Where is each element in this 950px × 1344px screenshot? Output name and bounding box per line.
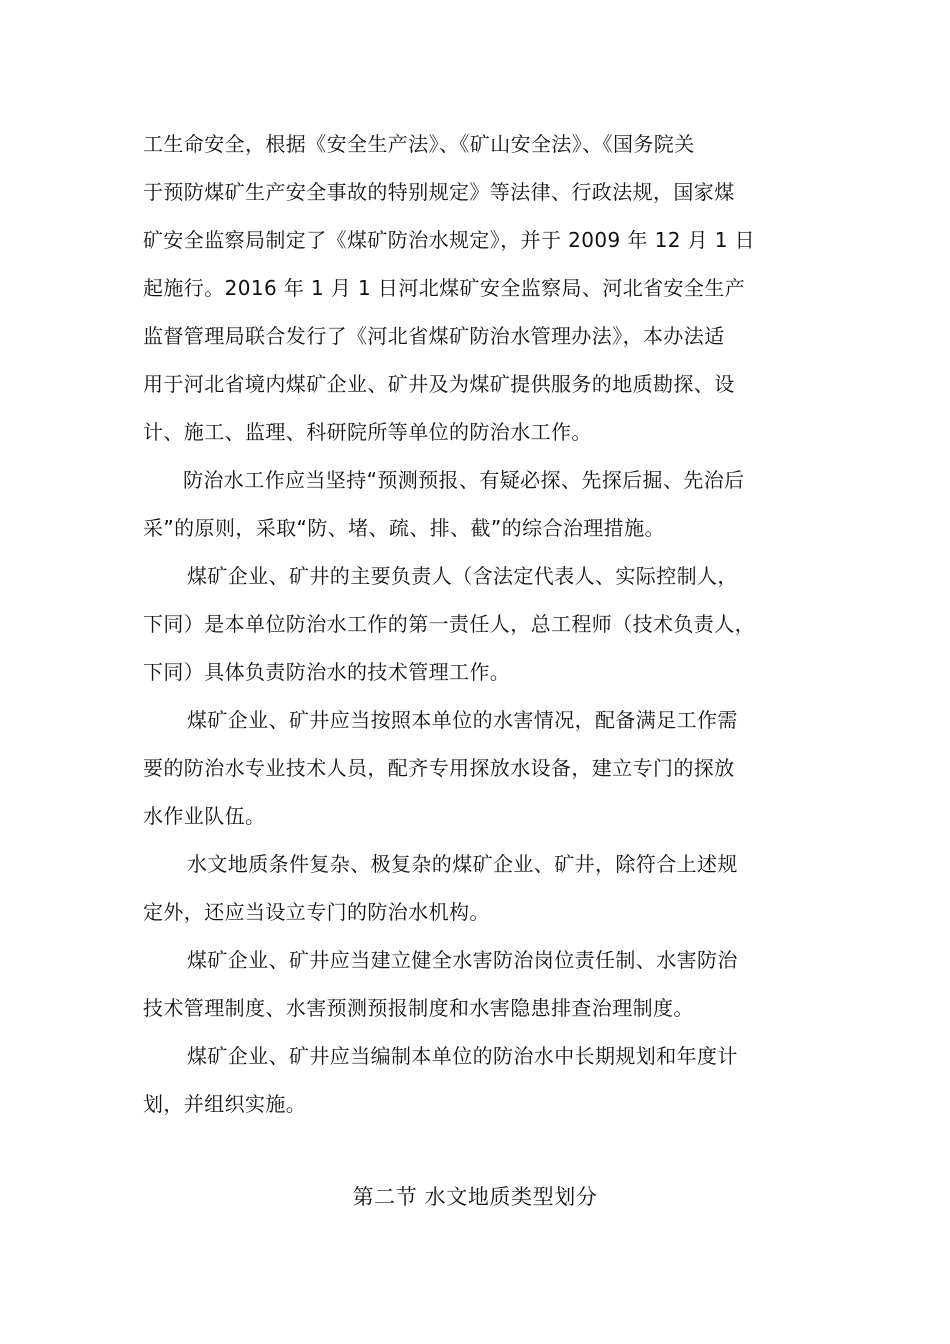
- paragraph-first-line: 煤矿企业、矿井的主要负责人（含法定代表人、实际控制人，: [187, 564, 738, 588]
- text-line: 技术管理制度、水害预测预报制度和水害隐患排查治理制度。: [143, 996, 694, 1020]
- text-line: 采”的原则，采取“防、堵、疏、排、截”的综合治理措施。: [143, 516, 665, 540]
- paragraph-first-line: 煤矿企业、矿井应当编制本单位的防治水中长期规划和年度计: [187, 1044, 738, 1068]
- text-line: 监督管理局联合发行了《河北省煤矿防治水管理办法》，本办法适: [143, 324, 725, 348]
- text-line: 工生命安全，根据《安全生产法》、《矿山安全法》、《国务院关: [143, 132, 695, 156]
- paragraph-first-line: 水文地质条件复杂、极复杂的煤矿企业、矿井，除符合上述规: [187, 852, 738, 876]
- text-line: 下同）是本单位防治水工作的第一责任人，总工程师（技术负责人，: [143, 612, 755, 636]
- text-line: 划，并组织实施。: [143, 1092, 307, 1116]
- text-line: 用于河北省境内煤矿企业、矿井及为煤矿提供服务的地质勘探、设: [143, 372, 735, 396]
- text-line: 于预防煤矿生产安全事故的特别规定》等法律、行政法规，国家煤: [143, 180, 735, 204]
- text-line: 计、施工、监理、科研院所等单位的防治水工作。: [143, 420, 592, 444]
- paragraph-first-line: 防治水工作应当坚持“预测预报、有疑必探、先探后掘、先治后: [183, 468, 745, 492]
- text-line: 起施行。2016 年 1 月 1 日河北煤矿安全监察局、河北省安全生产: [143, 276, 746, 300]
- paragraph-first-line: 煤矿企业、矿井应当建立健全水害防治岗位责任制、水害防治: [187, 948, 738, 972]
- text-line: 矿安全监察局制定了《煤矿防治水规定》，并于 2009 年 12 月 1 日: [143, 228, 756, 252]
- paragraph-first-line: 煤矿企业、矿井应当按照本单位的水害情况，配备满足工作需: [187, 708, 738, 732]
- text-line: 下同）具体负责防治水的技术管理工作。: [143, 660, 511, 684]
- text-line: 要的防治水专业技术人员，配齐专用探放水设备，建立专门的探放: [143, 756, 735, 780]
- section-heading: 第二节 水文地质类型划分: [352, 1185, 598, 1209]
- text-line: 水作业队伍。: [143, 804, 266, 828]
- text-line: 定外，还应当设立专门的防治水机构。: [143, 900, 490, 924]
